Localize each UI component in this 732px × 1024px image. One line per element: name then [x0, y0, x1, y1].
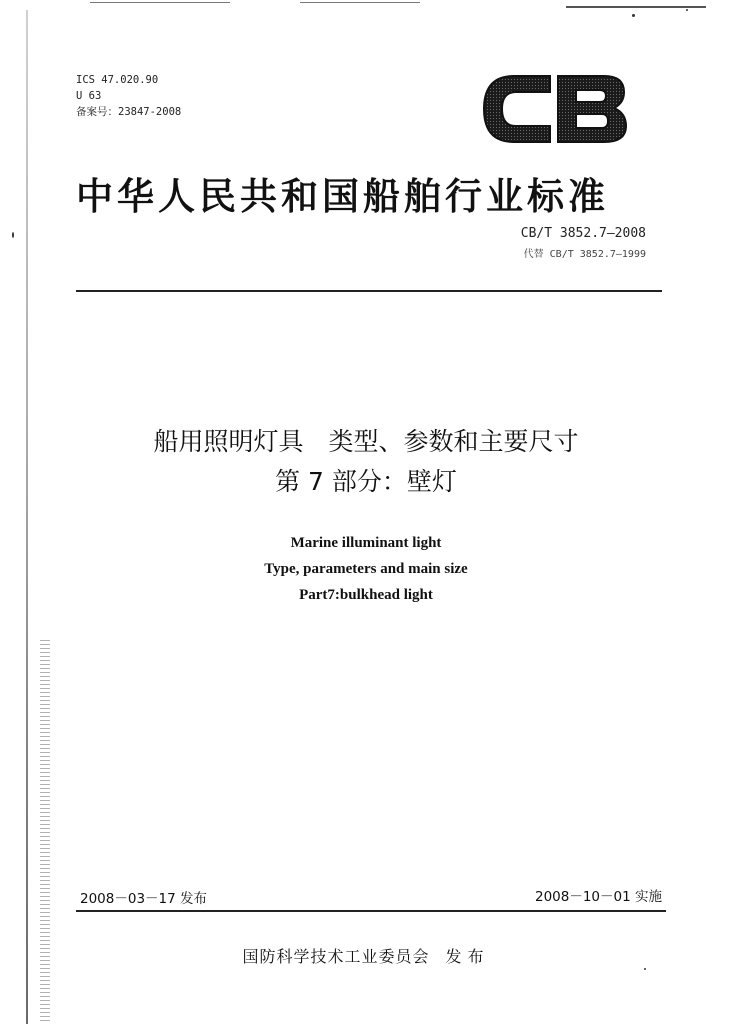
scan-line: [566, 6, 706, 8]
scan-speck: [644, 968, 646, 970]
bottom-divider: [76, 910, 666, 912]
title-cn-line-2: 第 7 部分：壁灯: [275, 467, 457, 496]
title-en-line-3: Part7:bulkhead light: [299, 587, 433, 603]
replaces-standard: 代替 CB/T 3852.7—1999: [523, 249, 646, 260]
filing-number: 备案号：23847-2008: [76, 106, 182, 118]
classification-code: U 63: [76, 90, 102, 102]
document-metadata: [76, 72, 181, 120]
cb-logo: [480, 72, 630, 146]
title-en-line-1: Marine illuminant light: [290, 535, 442, 551]
scan-speck: [12, 232, 14, 238]
document-title-cn: [0, 422, 732, 502]
page-title: 中华人民共和国船舶行业标准: [76, 175, 609, 218]
publisher-name: 国防科学技术工业委员会: [242, 947, 430, 966]
scan-line: [90, 2, 230, 3]
ics-code: ICS 47.020.90: [76, 74, 159, 86]
publisher: [0, 944, 732, 967]
scan-edge: [26, 10, 28, 1024]
scan-line: [300, 2, 420, 3]
title-cn-line-1: 船用照明灯具 类型、参数和主要尺寸: [153, 427, 579, 456]
issue-date: 2008－03－17 发布: [80, 891, 208, 907]
document-title-en: [0, 530, 732, 608]
standard-number: CB/T 3852.7—2008: [520, 226, 646, 241]
implementation-date: 2008－10－01 实施: [534, 889, 662, 905]
publisher-action: 发布: [445, 947, 490, 966]
scan-speck: [632, 14, 635, 17]
title-en-line-2: Type, parameters and main size: [264, 561, 468, 577]
cb-logo-graphic: [480, 72, 630, 146]
standard-code: [521, 226, 646, 260]
top-divider: [76, 290, 662, 292]
scan-speck: [686, 9, 688, 11]
